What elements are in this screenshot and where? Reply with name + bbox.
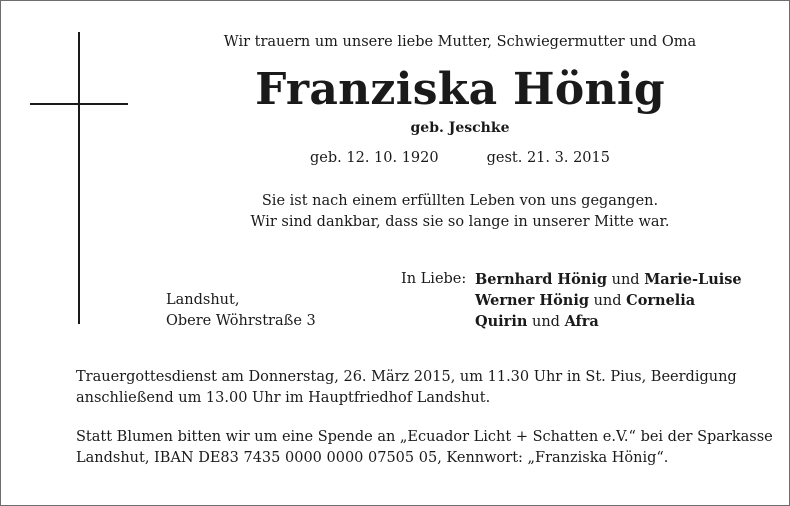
service-line-2: anschließend um 13.00 Uhr im Hauptfriedhof Landshut. [76,390,491,406]
donation-line-2: Landshut, IBAN DE83 7435 0000 0000 07505 05, Kennwort: „Franziska Hönig“. [76,450,669,466]
death-date: gest. 21. 3. 2015 [486,150,610,166]
location-street: Obere Wöhrstraße 3 [166,313,316,329]
mourner-row [475,313,599,330]
mourner-name: Marie-Luise [644,271,742,288]
mourner-row [475,292,695,309]
mourners-prefix: In Liebe: [401,271,467,287]
mourner-row [475,271,742,288]
service-line-1: Trauergottesdienst am Donnerstag, 26. März 2015, um 11.30 Uhr in St. Pius, Beerdigung [76,369,737,385]
location-city: Landshut, [166,292,240,308]
cross-icon-vertical [78,32,80,324]
mourner-name: Werner Hönig [475,292,589,309]
donation-line-1: Statt Blumen bitten wir um eine Spende an „Ecuador Licht + Schatten e.V.“ bei der Sparkasse [76,429,773,445]
message-line-2: Wir sind dankbar, dass sie so lange in unserer Mitte war. [250,214,670,230]
mourner-join: und [593,293,622,309]
deceased-name: Franziska Hönig [255,64,665,115]
mourner-name: Bernhard Hönig [475,271,607,288]
maiden-name: geb. Jeschke [410,120,510,136]
mourner-join: und [531,314,560,330]
birth-date: geb. 12. 10. 1920 [310,150,439,166]
mourner-name: Quirin [475,313,528,330]
message-line-1: Sie ist nach einem erfüllten Leben von uns gegangen. [261,193,659,209]
life-dates [160,150,760,166]
mourner-name: Afra [564,313,599,330]
intro-text: Wir trauern um unsere liebe Mutter, Schwiegermutter und Oma [223,34,697,50]
cross-icon-horizontal [30,103,128,105]
mourner-name: Cornelia [626,292,696,309]
mourner-join: und [611,272,640,288]
